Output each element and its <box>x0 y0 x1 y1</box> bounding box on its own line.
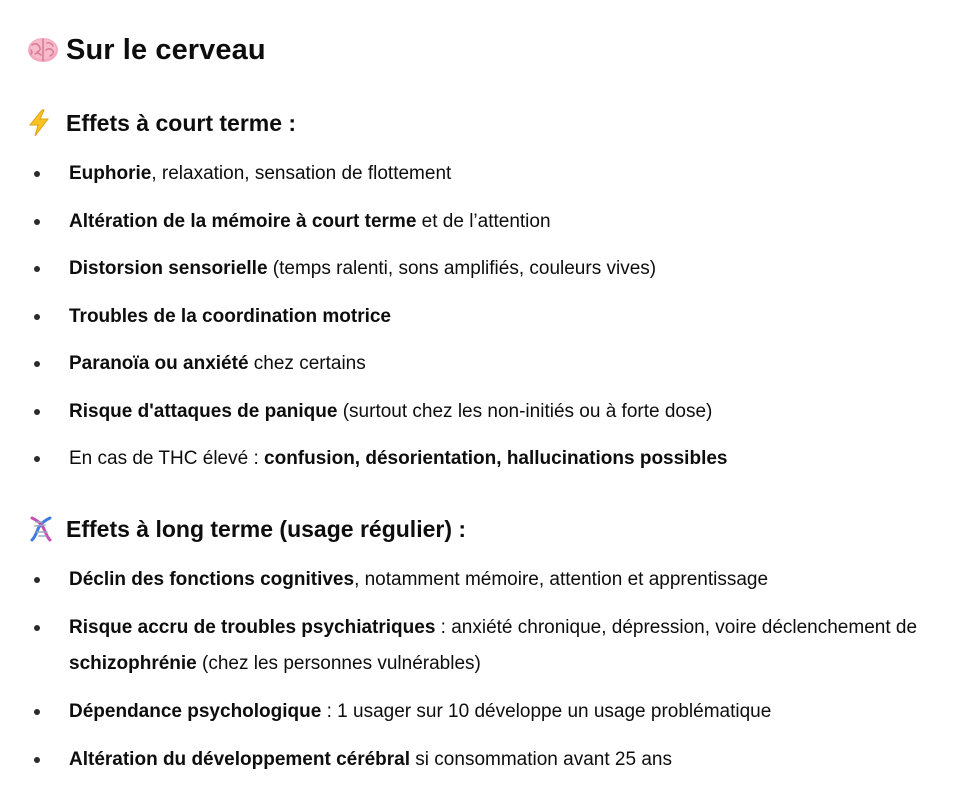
list-item <box>0 299 962 335</box>
text: : 1 usager sur 10 développe un usage problématique <box>321 701 772 722</box>
list-item <box>0 204 962 240</box>
list-item <box>0 610 962 682</box>
text: (chez les personnes vulnérables) <box>196 653 481 674</box>
text: si consommation avant 25 ans <box>410 749 672 770</box>
text: (temps ralenti, sons amplifiés, couleurs vives) <box>267 258 657 279</box>
short-term-effects-list <box>0 156 962 489</box>
bullet-icon <box>34 577 40 583</box>
bullet-icon <box>34 409 40 415</box>
bold-text: confusion, désorientation, hallucinations possibles <box>264 448 728 469</box>
bold-text: Altération de la mémoire à court terme <box>69 210 417 232</box>
list-item <box>0 346 962 382</box>
bold-text: Dépendance psychologique <box>69 701 322 722</box>
bullet-icon <box>34 314 40 320</box>
list-item <box>0 251 962 287</box>
bullet-icon <box>34 171 40 177</box>
bold-text: Euphorie <box>69 163 152 184</box>
list-item <box>0 562 962 598</box>
page-title <box>27 28 266 72</box>
bold-text: Distorsion sensorielle <box>69 258 268 279</box>
list-item <box>0 441 962 477</box>
bullet-icon <box>34 625 40 631</box>
bold-text: Paranoïa ou anxiété <box>69 353 249 374</box>
text: et de l’attention <box>416 210 551 232</box>
bold-text: schizophrénie <box>69 653 197 674</box>
text: (surtout chez les non-initiés ou à forte dose) <box>337 400 713 422</box>
text: chez certains <box>248 353 366 374</box>
text: : anxiété chronique, dépression, voire déclenchement de <box>435 617 918 638</box>
bold-text: Risque accru de troubles psychiatriques <box>69 617 436 638</box>
lightning-icon <box>27 109 57 137</box>
section-heading-short-term <box>27 105 296 141</box>
bullet-icon <box>34 456 40 462</box>
section-heading-text: Effets à long terme (usage régulier) : <box>66 515 467 542</box>
list-item <box>0 394 962 430</box>
bullet-icon <box>34 219 40 225</box>
bold-text: Troubles de la coordination motrice <box>69 305 391 327</box>
section-heading-text: Effets à court terme : <box>66 109 297 136</box>
bold-text: Risque d'attaques de panique <box>69 400 338 422</box>
bold-text: Déclin des fonctions cognitives <box>69 569 355 590</box>
dna-icon <box>27 515 57 543</box>
section-heading-long-term <box>27 511 466 547</box>
brain-icon <box>27 36 63 64</box>
bold-text: Altération du développement cérébral <box>69 749 411 770</box>
text: En cas de THC élevé : <box>69 448 265 469</box>
bullet-icon <box>34 361 40 367</box>
list-item <box>0 742 962 778</box>
list-item <box>0 156 962 192</box>
bullet-icon <box>34 757 40 763</box>
text: , notamment mémoire, attention et apprentissage <box>354 569 769 590</box>
bullet-icon <box>34 266 40 272</box>
text: , relaxation, sensation de flottement <box>151 163 452 184</box>
long-term-effects-list <box>0 562 962 790</box>
bullet-icon <box>34 709 40 715</box>
page-title-text: Sur le cerveau <box>66 33 266 66</box>
list-item <box>0 694 962 730</box>
